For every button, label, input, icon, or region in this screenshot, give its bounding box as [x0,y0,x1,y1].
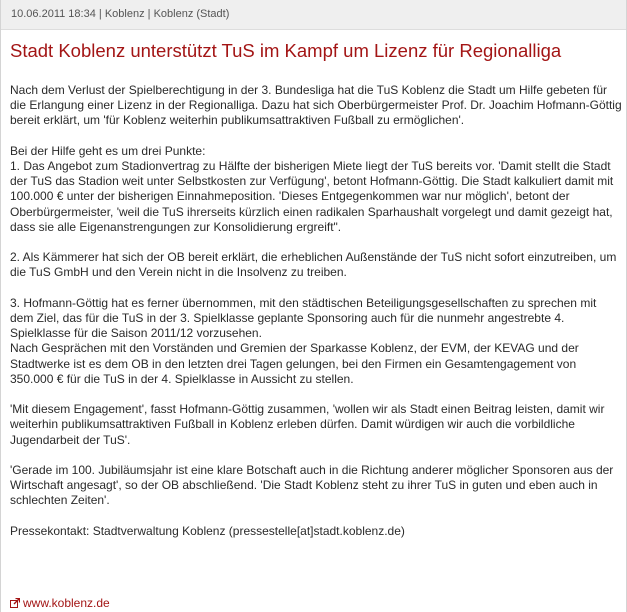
meta-separator: | [95,8,105,20]
article-point-2: 2. Als Kämmerer hat sich der OB bereit erklärt, die erheblichen Außenstände der TuS nicht sofort einzutreiben, um die TuS GmbH und den Verein nicht in die Insolvenz zu treiben. [10,250,617,280]
external-link-row[interactable] [10,596,110,611]
meta-category-link[interactable]: Koblenz [104,8,145,20]
article-body [10,83,622,539]
meta-subcategory-link[interactable]: Koblenz (Stadt) [153,8,230,20]
koblenz-website-link[interactable]: www.koblenz.de [23,596,110,610]
meta-separator: | [144,8,154,20]
external-link-icon [10,598,20,608]
article-headline: Stadt Koblenz unterstützt TuS im Kampf um Lizenz für Regionalliga [10,40,562,61]
article-meta-bar [1,0,626,30]
article-intro-paragraph: Nach dem Verlust der Spielberechtigung in der 3. Bundesliga hat die TuS Koblenz die Stadt um Hilfe gebeten für die Erlangung einer Lizenz in der Regionalliga. Dazu hat sich Oberbürgermeister Prof. Dr. Joachim Hofmann-Göttig bereit erklärt, um 'für Koblenz weiterhin publikumsattraktiven Fußball zu ermöglichen'. [10,83,622,128]
article-quote-2: 'Gerade im 100. Jubiläumsjahr ist eine klare Botschaft auch in die Richtung anderer möglicher Sponsoren aus der Wirtschaft angesagt', so der OB abschließend. 'Die Stadt Koblenz steht zu ihrer TuS in guten und eben auch in schlechten Zeiten'. [10,463,614,508]
article-point-3: 3. Hofmann-Göttig hat es ferner übernommen, mit den städtischen Beteiligungsgesellschaften zu sprechen mit dem Ziel, das für die TuS in der 3. Spielklasse geplante Sponsoring auch für die nunmehr angestrebte 4. Spielklasse für die Saison 2011/12 vorzusehen. [10,295,597,341]
article-point-3-continuation: Nach Gesprächen mit den Vorständen und Gremien der Sparkasse Koblenz, der EVM, der KEVAG und der Stadtwerke ist es dem OB in den letzten drei Tagen gelungen, bei den Firmen ein Gesamtengagement von 350.000 € für die TuS in der 4. Spielklasse in Aussicht zu stellen. [10,341,579,386]
press-contact: Pressekontakt: Stadtverwaltung Koblenz (pressestelle[at]stadt.koblenz.de) [10,523,405,538]
article-points-intro: Bei der Hilfe geht es um drei Punkte: [10,143,206,158]
article-quote-1: 'Mit diesem Engagement', fasst Hofmann-Göttig zusammen, 'wollen wir als Stadt einen Beitrag leisten, damit wir weiterhin publikumsattraktiven Fußball in Koblenz erleben dürfen. Damit würdigen wir auch die vorbildliche Jugendarbeit der TuS'. [10,402,605,447]
article-point-1: 1. Das Angebot zum Stadionvertrag zu Hälfte der bisherigen Miete liegt der TuS bereits vor. 'Damit stellt die Stadt der TuS das Stadion weit unter Selbstkosten zur Verfügung', betont Hofmann-Göttig. Die Stadt kalkuliert damit mit 100.000 € unter der bisherigen Einnahmeposition. 'Dieses Entgegenkommen war nur möglich', betont der Oberbürgermeister, 'weil die TuS ihrerseits kürzlich einen radikalen Sparhaushalt vorgelegt und damit gezeigt hat, dass sie alle Eigenanstrengungen zur Konsolidierung ergreift". [10,159,614,234]
article-datetime: 10.06.2011 18:34 [11,8,96,20]
